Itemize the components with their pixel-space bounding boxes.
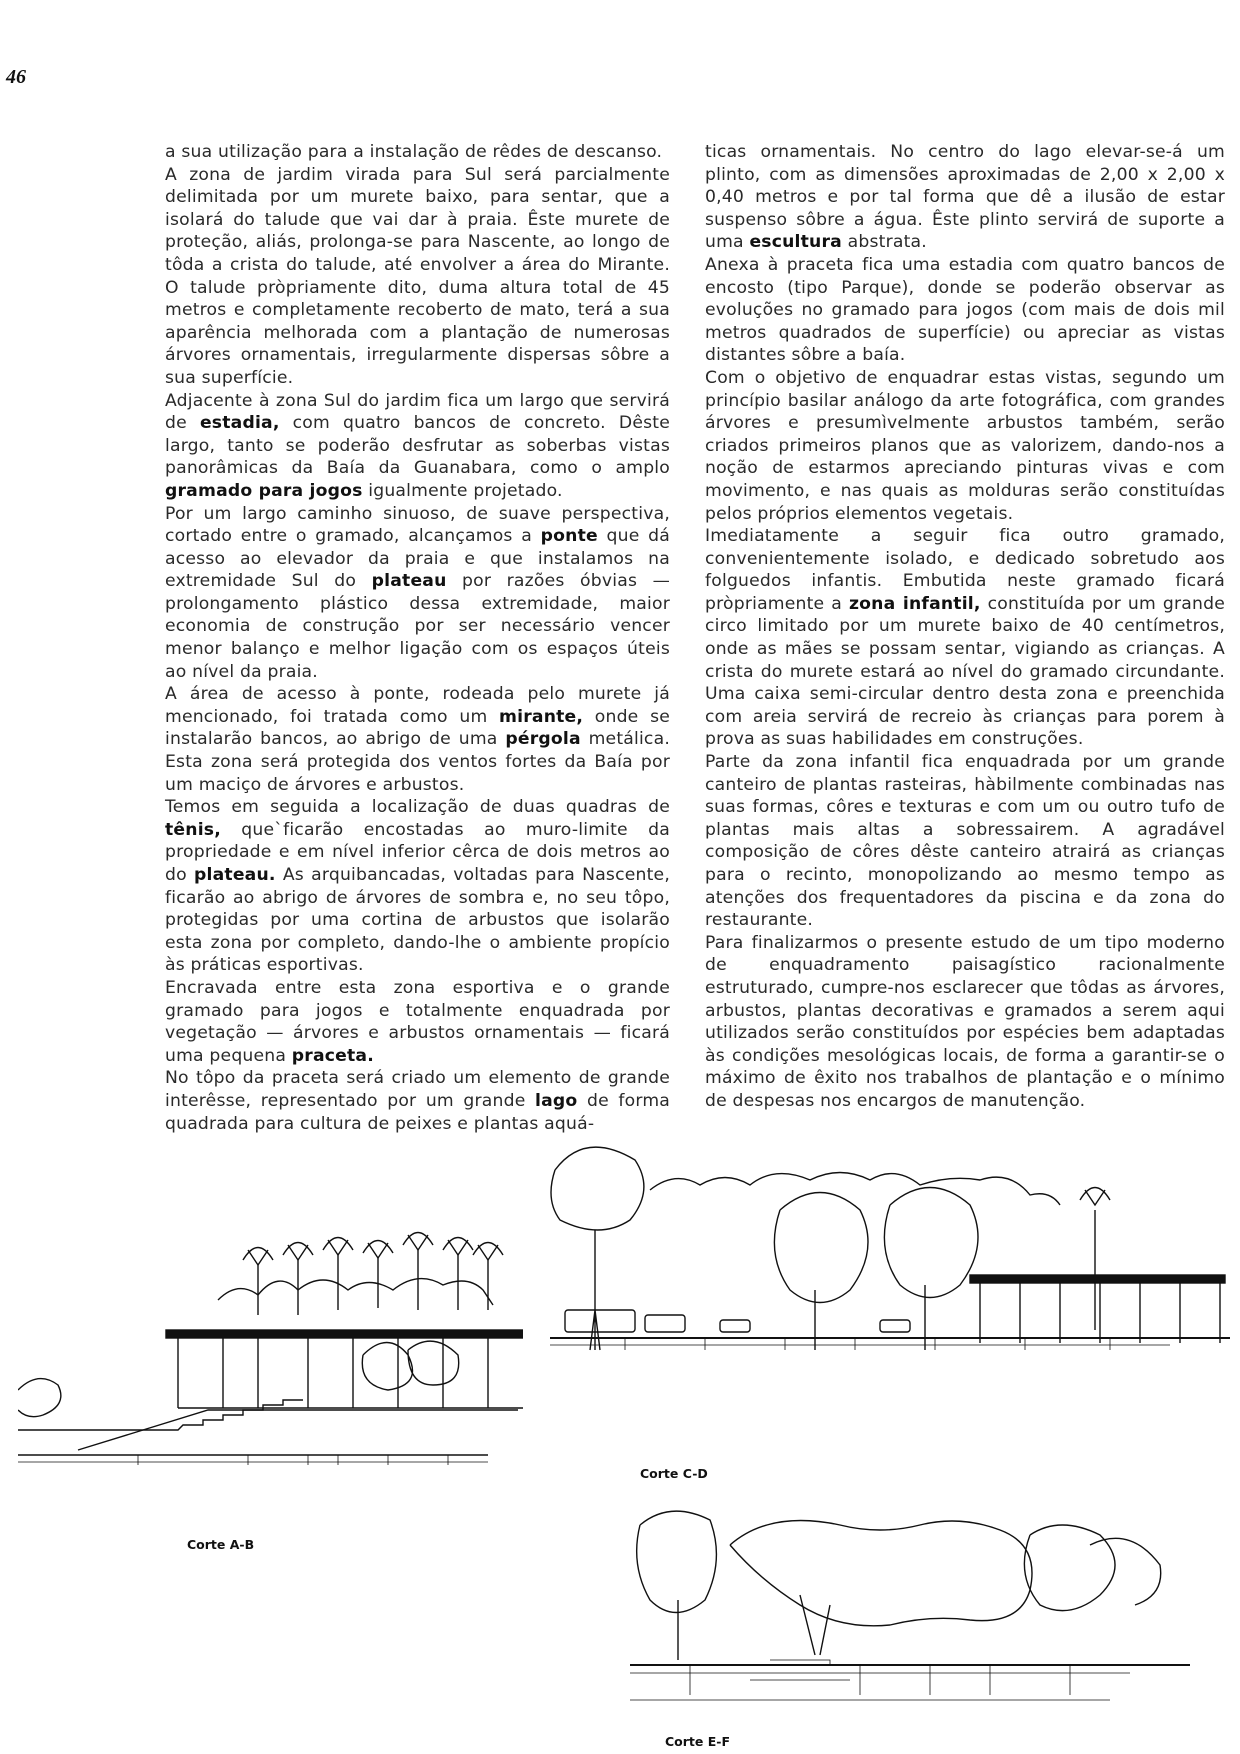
- text-run: com quatro bancos de concreto. Dêste largo, tanto se poderão desfrutar as soberbas vistas panorâmicas da Baía da Guanabara, como o amplo: [165, 413, 670, 479]
- section-ef-svg: [630, 1505, 1190, 1730]
- bold-term: pérgola: [505, 729, 581, 750]
- tree-canopy: [637, 1511, 717, 1612]
- shrub-shape: [18, 1379, 61, 1417]
- paragraph: [705, 751, 1225, 932]
- bold-term: plateau: [371, 571, 447, 592]
- text-run: Temos em seguida a localização de duas quadras de: [165, 797, 670, 818]
- text-run: abstrata.: [841, 232, 927, 253]
- paragraph: [705, 932, 1225, 1113]
- bold-term: mirante,: [499, 706, 584, 727]
- bold-term: plateau.: [194, 865, 276, 885]
- page-number: 46: [6, 66, 26, 88]
- text-run: a sua utilização para a instalação de rêdes de descanso.: [165, 142, 663, 162]
- tree-canopy: [551, 1147, 644, 1230]
- text-run: Para finalizarmos o presente estudo de um tipo moderno de enquadramento paisagístico racionalmente estruturado, cumpre-nos esclarecer que tôdas as árvores, arbustos, plantas decorativas e gramados a serem aqui utilizados serão constituídos por espécies bem adaptadas às condições mesológicas locais, de forma a garantir-se o máximo de êxito nos trabalhos de plantação e o mínimo de despesas nos encargos de manutenção.: [705, 932, 1225, 1111]
- text-run: onde se instalarão bancos, ao abrigo de uma: [165, 706, 670, 750]
- text-run: Adjacente à zona Sul do jardim fica um largo que servirá de: [165, 390, 670, 434]
- text-run: No tôpo da praceta será criado um elemento de grande interêsse, representado por um grande: [165, 1068, 670, 1111]
- section-cd-svg: [550, 1140, 1230, 1460]
- paragraph: [705, 254, 1225, 367]
- text-run: que`ficarão encostadas ao muro-limite da propriedade e em nível inferior cêrca de dois metros ao do: [165, 819, 670, 885]
- paragraph: [165, 503, 670, 684]
- text-run: constituída por um grande circo limitado por um murete baixo de 40 centímetros, onde as mães se possam sentar, vigiando as crianças. A crista do murete estará ao nível do gramado circundante. Uma caixa semi-circular dentro desta zona e preenchida com areia servirá de recreio às crianças para porem à prova as suas habilidades em construções.: [705, 593, 1226, 750]
- bold-term: tênis,: [165, 819, 221, 840]
- text-run: igualmente projetado.: [362, 480, 563, 501]
- text-run: Imediatamente a seguir fica outro gramado, convenientemente isolado, e dedicado sobretudo aos folguedos infantis. Embutida neste gramado ficará pròpriamente a: [705, 526, 1225, 614]
- text-run: Com o objetivo de enquadrar estas vistas, segundo um princípio basilar análogo da arte fotográfica, com grandes árvores e presumìvelmente arbustos também, serão criados primeiros planos que as valorizem, dando-nos a noção de estarmos apreciando pinturas vivas e com movimento, e nas quais as molduras serão constituídas pelos próprios elementos vegetais.: [705, 367, 1225, 524]
- section-drawing-ef: [630, 1505, 1190, 1730]
- section-drawing-ab: [18, 1150, 523, 1500]
- text-run: As arquibancadas, voltadas para Nascente, ficarão ao abrigo de árvores de sombra e, no seu tôpo, protegidas por uma cortina de arbustos que isolarão esta zona por completo, dando-lhe o ambiente propício às práticas esportivas.: [165, 865, 670, 976]
- bold-term: praceta.: [291, 1045, 374, 1066]
- paragraph: [705, 141, 1225, 254]
- section-drawing-cd: [550, 1140, 1230, 1460]
- paragraph: [165, 796, 670, 977]
- text-column-right: [705, 141, 1225, 1113]
- text-run: Encravada entre esta zona esportiva e o grande gramado para jogos e totalmente enquadrada por vegetação — árvores e arbustos ornamentais — ficará uma pequena: [165, 977, 670, 1066]
- caption-corte-ef: Corte E-F: [665, 1734, 730, 1749]
- bold-term: escultura: [749, 232, 842, 253]
- text-run: ticas ornamentais. No centro do lago elevar-se-á um plinto, com as dimensões aproximadas de 2,00 x 2,00 x 0,40 metros e por tal forma que dê a ilusão de estar suspenso sôbre a água. Êste plinto servirá de suporte a uma: [705, 142, 1225, 253]
- paragraph: [165, 164, 670, 390]
- text-run: A zona de jardim virada para Sul será parcialmente delimitada por um murete baixo, para sentar, que a isolará do talude que vai dar à praia. Êste murete de proteção, aliás, prolonga-se para Nascente, ao longo de tôda a crista do talude, até envolver a área do Mirante. O talude pròpriamente dito, duma altura total de 45 metros e completamente recoberto de mato, terá a sua aparência melhorada com a plantação de numerosas árvores ornamentais, irregularmente dispersas sôbre a sua superfície.: [165, 164, 670, 388]
- bold-term: zona infantil,: [848, 593, 981, 614]
- palm-trees: [243, 1233, 503, 1316]
- section-ab-svg: [18, 1150, 523, 1500]
- bold-term: estadia,: [199, 413, 280, 434]
- text-run: metálica. Esta zona será protegida dos ventos fortes da Baía por um maciço de árvores e arbustos.: [165, 729, 670, 795]
- bold-term: gramado para jogos: [165, 480, 363, 501]
- paragraph: [165, 141, 670, 164]
- paragraph: [705, 367, 1225, 525]
- text-run: que dá acesso ao elevador da praia e que instalamos na extremidade Sul do: [165, 526, 670, 592]
- text-column-left: [165, 141, 670, 1135]
- bold-term: ponte: [540, 526, 598, 547]
- text-run: A área de acesso à ponte, rodeada pelo murete já mencionado, foi tratada como um: [165, 684, 670, 727]
- text-run: Anexa à praceta fica uma estadia com quatro bancos de encosto (tipo Parque), donde se poderão observar as evoluções no gramado para jogos (com mais de dois mil metros quadrados de superfície) ou apreciar as vistas distantes sôbre a baía.: [705, 254, 1225, 366]
- paragraph: [705, 525, 1225, 751]
- paragraph: [165, 390, 670, 503]
- text-run: por razões óbvias — prolongamento plástico dessa extremidade, maior economia de construção por ser necessário vencer menor balanço e melhor ligação com os espaços úteis ao nível da praia.: [165, 571, 670, 682]
- bold-term: lago: [535, 1090, 578, 1111]
- caption-corte-cd: Corte C-D: [640, 1466, 708, 1481]
- caption-corte-ab: Corte A-B: [187, 1537, 255, 1552]
- paragraph: [165, 1067, 670, 1135]
- text-run: Por um largo caminho sinuoso, de suave perspectiva, cortado entre o gramado, alcançamos a: [165, 503, 670, 547]
- paragraph: [165, 977, 670, 1067]
- text-run: de forma quadrada para cultura de peixes e plantas aquá-: [165, 1090, 670, 1134]
- paragraph: [165, 683, 670, 796]
- text-run: Parte da zona infantil fica enquadrada por um grande canteiro de plantas rasteiras, hàbilmente combinadas nas suas formas, côres e texturas e com um ou outro tufo de plantas mais altas a sobressairem. A agradável composição de côres dêste canteiro atrairá as crianças para o recinto, monopolizando ao mesmo tempo as atenções dos frequentadores da piscina e da zona do restaurante.: [705, 752, 1225, 931]
